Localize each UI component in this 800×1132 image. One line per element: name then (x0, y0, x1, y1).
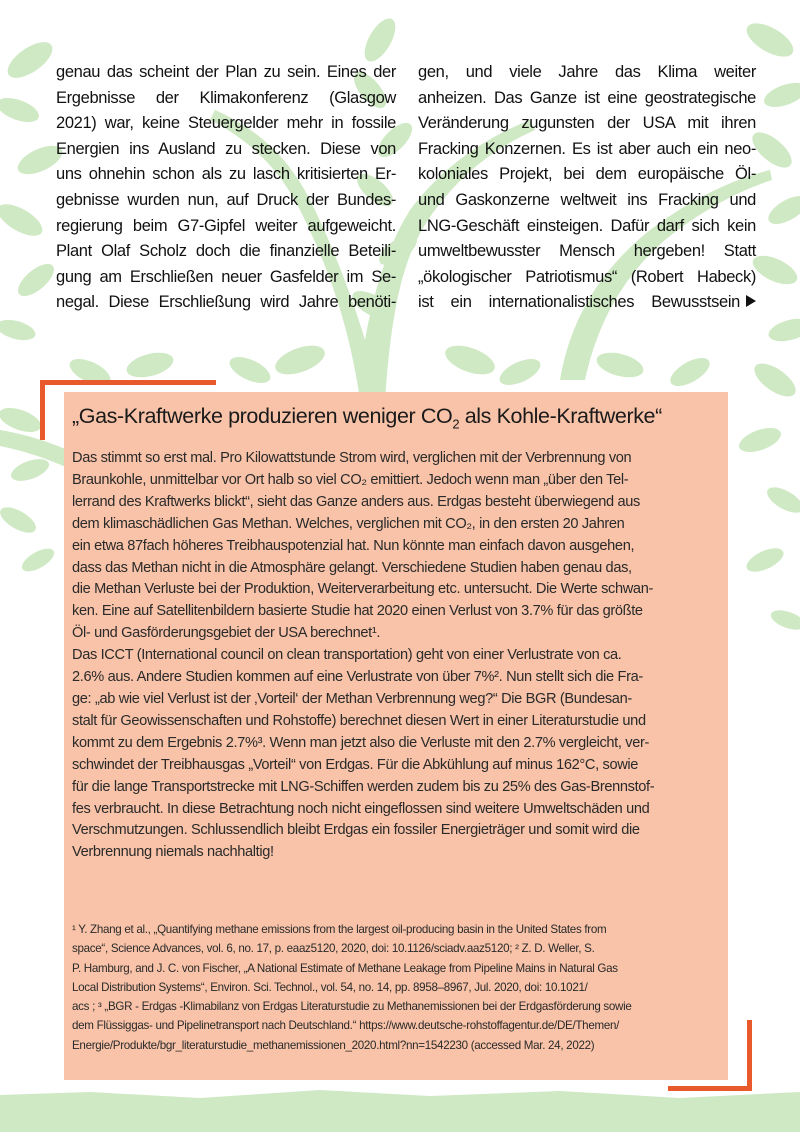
text-line: gebnisse wurden nun, auf Druck der Bundes- (56, 190, 396, 209)
body-line: ge: „ab wie viel Verlust ist der ‚Vorteil‘ der Methan Verbrennung weg?“ Die BGR (Bundesan- (72, 690, 632, 707)
body-line: dass das Methan nicht in die Atmosphäre gelangt. Verschiedene Studien haben genau das, (72, 559, 632, 576)
footnote-line: Local Distribution Systems“, Environ. Sci. Technol., vol. 54, no. 14, pp. 8958–8967, Jul. 2020, doi: 10.1021/ (72, 980, 588, 994)
accent-corner-bottom-right-vertical (747, 1020, 752, 1091)
body-line: kommt zu dem Ergebnis 2.7%³. Wenn man jetzt also die Verluste mit den 2.7% vergleicht, ver- (72, 734, 650, 751)
triangle-right-icon (746, 290, 756, 316)
text-line: gung am Erschließen neuer Gasfelder im Se- (56, 267, 396, 286)
last-line-row (418, 290, 756, 316)
text-line: negal. Diese Erschließung wird Jahre benöti- (56, 293, 396, 312)
body-line: stalt für Geowissenschaften und Rohstoffe) berechnet diesen Wert in einer Literaturstudie und (72, 712, 646, 729)
footnote-line: dem Flüssiggas- und Pipelinetransport nach Deutschland.“ https://www.deutsche-rohstoffagentur.de/DE/Themen/ (72, 1019, 620, 1033)
text-line: und Gaskonzerne weltweit ins Fracking und (418, 190, 756, 209)
body-line: Öl- und Gasförderungsgebiet der USA berechnet¹. (72, 625, 381, 642)
text-line: regierung beim G7-Gipfel weiter aufgeweicht. (56, 216, 396, 235)
body-line: dem klimaschädlichen Gas Methan. Welches, verglichen mit CO₂, in den ersten 20 Jahren (72, 515, 625, 532)
text-line: „ökologischer Patriotismus“ (Robert Habeck) (418, 267, 756, 286)
footnote-line: acs ; ³ „BGR - Erdgas -Klimabilanz von Erdgas Literaturstudie zu Methanemissionen bei der Erdgasförderung sowie (72, 1000, 632, 1014)
box-title (72, 404, 722, 431)
footnote-line: space“, Science Advances, vol. 6, no. 17, p. eaaz5120, 2020, doi: 10.1126/sciadv.aaz5120; ² Z. D. Weller, S. (72, 942, 595, 956)
body-line: Verschmutzungen. Schlussendlich bleibt Erdgas ein fossiler Energieträger und somit wird die (72, 822, 640, 839)
info-box (64, 392, 728, 1080)
footnotes (72, 920, 714, 1055)
text-line: Plant Olaf Scholz doch die finanzielle Beteili- (56, 242, 396, 261)
body-line: Das stimmt so erst mal. Pro Kilowattstunde Strom wird, verglichen mit der Verbrennung von (72, 450, 632, 466)
right-text-column (418, 60, 756, 316)
text-line: Fracking Konzernen. Es ist aber auch ein neo- (418, 139, 756, 158)
body-line: Braunkohle, unmittelbar vor Ort halb so viel CO₂ emittiert. Jedoch wenn man „über den Tel- (72, 471, 629, 488)
body-line: ken. Eine auf Satellitenbildern basierte Studie hat 2020 einen Verlust von 3.7% für das größte (72, 603, 643, 620)
text-line: umweltbewusster Mensch hergeben! Statt (418, 242, 756, 261)
body-line: Verbrennung niemals nachhaltig! (72, 844, 274, 861)
body-line: lerrand des Kraftwerks blickt“, sieht das Ganze anders aus. Erdgas besteht überwiegend aus (72, 493, 640, 510)
text-line: uns ohnehin schon als zu lasch kritisierten Er- (56, 165, 396, 184)
body-line: fes verbraucht. In diese Betrachtung noch nicht eingeflossen sind weitere Umweltschäden und (72, 800, 650, 817)
text-line: anheizen. Das Ganze ist eine geostrategische (418, 88, 756, 107)
body-line: Das ICCT (International council on clean transportation) geht von einer Verlustrate von ca. (72, 647, 622, 664)
text-line: Energien ins Ausland zu stecken. Diese von (56, 139, 396, 158)
box-title-subscript: 2 (452, 416, 460, 432)
text-line: koloniales Projekt, bei dem europäische Öl- (418, 165, 756, 184)
text-line: Veränderung zugunsten der USA mit ihren (418, 114, 756, 133)
body-line: ein etwa 87fach höheres Treibhauspotenzial hat. Nun könnte man einfach davon ausgehen, (72, 537, 635, 554)
box-body (72, 448, 714, 864)
accent-corner-top-left (40, 380, 216, 385)
text-line: gen, und viele Jahre das Klima weiter (418, 63, 756, 81)
text-line: 2021) war, keine Steuergelder mehr in fossile (56, 114, 396, 133)
footnote-line: ¹ Y. Zhang et al., „Quantifying methane emissions from the largest oil-producing basin in the United States from (72, 923, 607, 936)
box-title-start: „Gas-Kraftwerke produzieren weniger CO (72, 404, 453, 428)
text-line: Ergebnisse der Klimakonferenz (Glasgow (56, 88, 396, 107)
text-line: LNG-Geschäft einsteigen. Dafür darf sich kein (418, 216, 756, 235)
footnote-line: P. Hamburg, and J. C. von Fischer, „A National Estimate of Methane Leakage from Pipeline Mains in Natural Gas (72, 961, 618, 975)
text-line: ist ein internationalistisches Bewusstsein (418, 293, 740, 312)
text-line: genau das scheint der Plan zu sein. Eines der (56, 63, 396, 81)
accent-corner-top-left-vertical (40, 380, 45, 440)
footnote-line: Energie/Produkte/bgr_literaturstudie_methanemissionen_2020.html?nn=1542230 (accessed Mar. 24, 2022) (72, 1038, 595, 1052)
body-line: die Methan Verluste bei der Produktion, Weiterverarbeitung etc. untersucht. Die Werte schwan- (72, 581, 653, 598)
body-line: 2.6% aus. Andere Studien kommen auf eine Verlustrate von über 7%². Nun stellt sich die Fra- (72, 669, 643, 686)
left-text-column (56, 60, 396, 316)
body-line: schwindet der Treibhausgas „Vorteil“ von Erdgas. Für die Abkühlung auf minus 162°C, sowie (72, 756, 639, 773)
box-title-end: als Kohle-Kraftwerke“ (459, 404, 662, 428)
accent-corner-bottom-right (668, 1086, 752, 1091)
body-line: für die lange Transportstrecke mit LNG-Schiffen werden zudem bis zu 25% des Gas-Brennstof- (72, 778, 655, 795)
